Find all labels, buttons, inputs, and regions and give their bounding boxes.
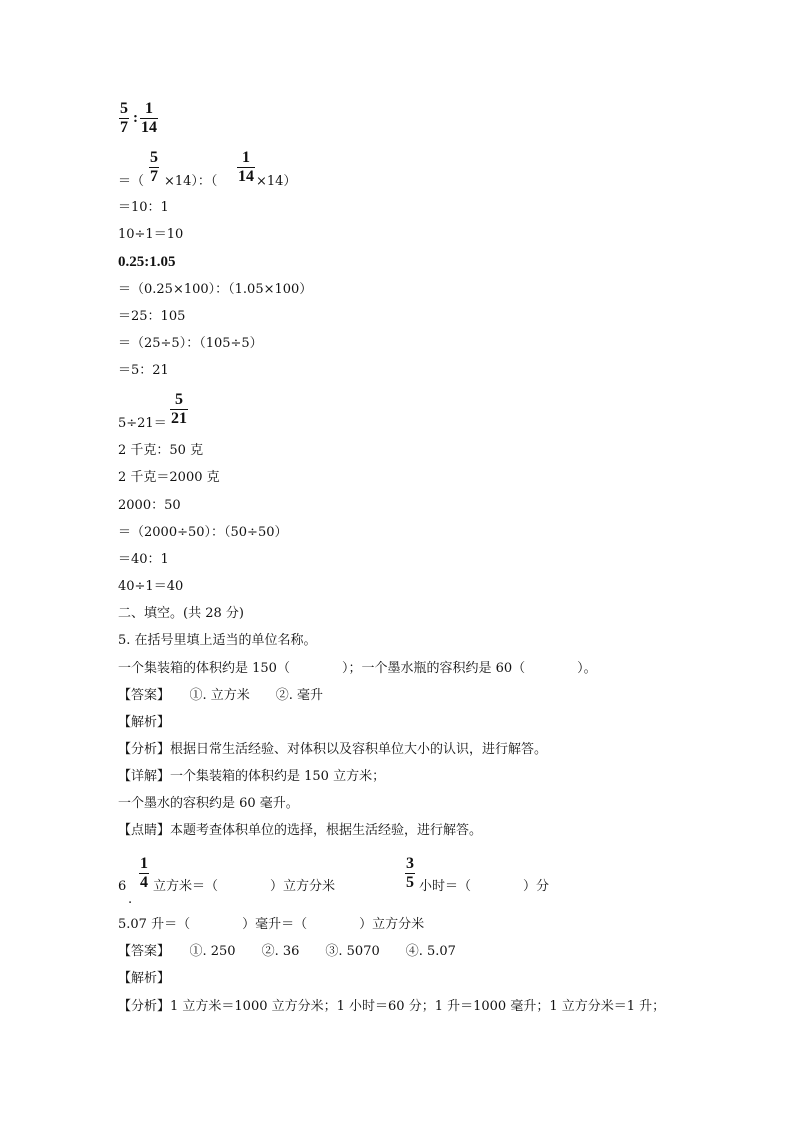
fraction-3-5 [406, 855, 414, 892]
fraction-5-7 [150, 149, 158, 186]
equation-line: ＝（ [118, 174, 145, 189]
numerator: 5 [150, 149, 158, 166]
equation-line: 2 千克：50 克 [118, 443, 204, 458]
equation-line: ×14） [256, 174, 297, 189]
numerator: 1 [242, 149, 250, 166]
equation-line: ＝40：1 [118, 552, 169, 567]
denominator: 21 [171, 410, 187, 427]
equation-line: ×14）：（ [164, 174, 218, 189]
question-number-dot: . [128, 892, 133, 907]
answer-line: 【答案】 ①. 立方米 ②. 毫升 [118, 688, 324, 703]
question-text: 一个集装箱的体积约是 150（ ）；一个墨水瓶的容积约是 60（ ）。 [118, 661, 597, 676]
equation-line: ＝5：21 [118, 363, 169, 378]
section-heading: 二、填空。(共 28 分) [118, 606, 244, 621]
ratio-colon: : [133, 110, 138, 126]
question-text: 立方米＝（ ）立方分米 [153, 879, 336, 894]
equation-line: ＝（0.25×100）：（1.05×100） [118, 282, 313, 297]
fraction-1-14 [141, 100, 157, 137]
analysis-text: 【分析】根据日常生活经验、对体积以及容积单位大小的认识，进行解答。 [118, 742, 548, 757]
numerator: 1 [140, 855, 148, 872]
ratio-heading: 0.25:1.05 [118, 254, 176, 270]
detail-text: 一个墨水的容积约是 60 毫升。 [118, 796, 299, 811]
denominator: 14 [141, 119, 157, 136]
detail-text: 【详解】一个集装箱的体积约是 150 立方米； [118, 769, 386, 784]
numerator: 1 [145, 100, 153, 117]
fraction-5-21 [171, 391, 187, 428]
equation-line: ＝25：105 [118, 309, 186, 324]
equation-line: ＝（2000÷50）：（50÷50） [118, 525, 288, 540]
analysis-label: 【解析】 [118, 971, 171, 986]
equation-line: 40÷1＝40 [118, 579, 184, 594]
numerator: 3 [406, 855, 414, 872]
equation-line: 2 千克＝2000 克 [118, 470, 220, 485]
denominator: 7 [120, 119, 128, 136]
question-text: 5.07 升＝（ ）毫升＝（ ）立方分米 [118, 917, 425, 932]
comment-text: 【点睛】本题考查体积单位的选择，根据生活经验，进行解答。 [118, 823, 483, 838]
question-number: 6 [118, 879, 127, 894]
equation-line: 10÷1＝10 [118, 227, 184, 242]
numerator: 5 [120, 100, 128, 117]
analysis-label: 【解析】 [118, 715, 171, 730]
fraction-5-7 [120, 100, 128, 137]
equation-line: ＝10：1 [118, 200, 169, 215]
denominator: 14 [238, 168, 254, 185]
fraction-1-14 [238, 149, 254, 186]
fraction-1-4 [140, 855, 148, 892]
question-title: 5. 在括号里填上适当的单位名称。 [118, 633, 317, 648]
denominator: 5 [406, 874, 414, 891]
equation-line: 2000：50 [118, 498, 181, 513]
answer-line: 【答案】 ①. 250 ②. 36 ③. 5070 ④. 5.07 [118, 944, 456, 959]
question-text: 小时＝（ ）分 [419, 879, 550, 894]
analysis-text: 【分析】1 立方米＝1000 立方分米；1 小时＝60 分；1 升＝1000 毫升；1 立方分米＝1 升； [118, 999, 666, 1014]
equation-line: 5÷21＝ [118, 416, 167, 431]
denominator: 4 [140, 874, 148, 891]
equation-line: ＝（25÷5）：（105÷5） [118, 336, 263, 351]
numerator: 5 [175, 391, 183, 408]
denominator: 7 [150, 168, 158, 185]
